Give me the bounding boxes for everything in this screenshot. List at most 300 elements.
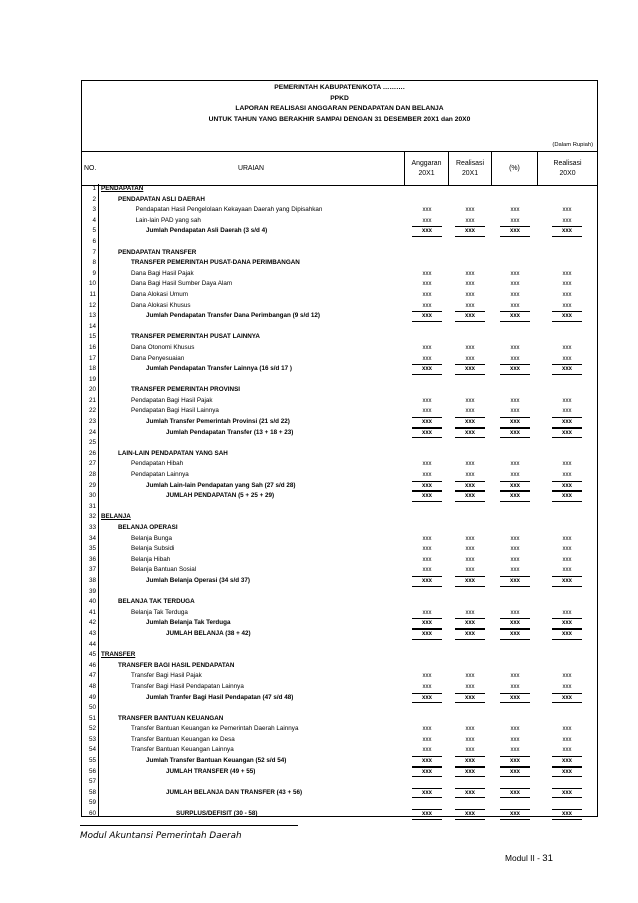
row-number: 6 [92, 237, 96, 245]
value-percent: xxx [510, 281, 520, 288]
row-description: Pendapatan Hibah [131, 460, 184, 468]
row-number: 33 [88, 524, 96, 531]
row-number: 26 [88, 449, 96, 457]
value-percent: xxx [510, 344, 520, 351]
value-anggaran: xxx [422, 472, 432, 479]
column-header-anggaran-year: 20X1 [418, 169, 435, 177]
row-description: Dana Penyesuaian [131, 354, 185, 362]
value-anggaran: xxx [412, 756, 442, 767]
row-description: Jumlah Pendapatan Transfer (13 + 18 + 23) [166, 428, 294, 436]
value-realisasi: xxx [465, 726, 475, 733]
value-percent: xxx [510, 673, 520, 680]
table-row [82, 693, 597, 704]
row-description: TRANSFER BAGI HASIL PENDAPATAN [118, 661, 235, 669]
value-anggaran: xxx [422, 736, 432, 743]
value-realisasi: xxx [465, 397, 475, 404]
row-number: 12 [88, 301, 96, 309]
row-description: PENDAPATAN TRANSFER [118, 248, 197, 256]
row-description: Jumlah Transfer Bantuan Keuangan (52 s/d 54) [146, 757, 287, 765]
value-percent: xxx [500, 417, 530, 428]
value-realisasi: xxx [465, 556, 475, 563]
row-number: 23 [88, 418, 96, 426]
row-number: 49 [88, 693, 96, 701]
table-row [82, 618, 597, 629]
value-percent: xxx [500, 491, 530, 502]
row-description: Dana Bagi Hasil Sumber Daya Alam [131, 280, 233, 288]
footer-rule [80, 825, 298, 826]
table-row [82, 640, 597, 651]
value-anggaran: xxx [422, 556, 432, 563]
value-realisasi-prev: xxx [552, 364, 582, 375]
row-number: 42 [88, 619, 96, 627]
value-percent: xxx [500, 576, 530, 587]
value-realisasi-prev: xxx [562, 270, 572, 277]
value-realisasi: xxx [455, 809, 485, 820]
value-anggaran: xxx [412, 618, 442, 629]
value-anggaran: xxx [422, 683, 432, 690]
row-description: Belanja Tak Terduga [131, 608, 188, 616]
value-anggaran: xxx [422, 747, 432, 754]
row-description: Jumlah Tranfer Bagi Hasil Pendapatan (47 s/d 48) [146, 693, 294, 701]
value-realisasi: xxx [465, 344, 475, 351]
table-row [82, 767, 597, 778]
value-percent: xxx [500, 311, 530, 322]
row-number: 39 [88, 587, 96, 595]
value-realisasi-prev: xxx [562, 397, 572, 404]
report-frame [81, 80, 598, 817]
row-description: TRANSFER [101, 651, 136, 659]
value-realisasi: xxx [465, 736, 475, 743]
table-header [82, 151, 597, 186]
value-percent: xxx [500, 767, 530, 778]
row-description: Belanja Subsidi [131, 545, 175, 553]
value-percent: xxx [510, 747, 520, 754]
value-realisasi: xxx [455, 417, 485, 428]
table-row [82, 502, 597, 513]
value-realisasi: xxx [455, 428, 485, 439]
report-header-government: PEMERINTAH KABUPATEN/KOTA ………. [274, 84, 405, 91]
row-description: Lain-lain PAD yang sah [135, 216, 201, 224]
value-realisasi-prev: xxx [562, 535, 572, 542]
row-description: Transfer Bagi Hasil Pajak [131, 672, 202, 680]
column-header-realisasi [448, 152, 491, 185]
value-percent: xxx [510, 302, 520, 309]
table-row [82, 375, 597, 386]
value-anggaran: xxx [422, 302, 432, 309]
row-number: 7 [92, 248, 96, 256]
value-realisasi-prev: xxx [562, 344, 572, 351]
report-period: UNTUK TAHUN YANG BERAKHIR SAMPAI DENGAN 31 DESEMBER 20X1 dan 20X0 [208, 116, 471, 123]
table-row [82, 322, 597, 333]
value-realisasi: xxx [455, 311, 485, 322]
value-realisasi: xxx [465, 472, 475, 479]
value-percent: xxx [500, 481, 530, 492]
row-number: 25 [88, 439, 96, 447]
row-description: Jumlah Transfer Pemerintah Provinsi (21 s/d 22) [146, 418, 290, 426]
value-realisasi-prev: xxx [562, 302, 572, 309]
value-anggaran: xxx [412, 311, 442, 322]
row-number: 8 [92, 259, 96, 267]
table-row [82, 650, 597, 661]
value-realisasi-prev: xxx [552, 428, 582, 439]
value-realisasi-prev: xxx [562, 408, 572, 415]
value-realisasi: xxx [455, 767, 485, 778]
row-description: Belanja Bunga [131, 534, 172, 542]
value-realisasi: xxx [465, 683, 475, 690]
row-number: 32 [88, 513, 96, 521]
table-row [82, 279, 597, 290]
row-number: 24 [88, 428, 96, 436]
row-number: 15 [88, 333, 96, 341]
value-anggaran: xxx [412, 629, 442, 640]
table-row [82, 301, 597, 312]
table-row [82, 809, 597, 820]
report-title: LAPORAN REALISASI ANGGARAN PENDAPATAN DAN BELANJA [235, 105, 444, 112]
row-number: 3 [92, 206, 96, 214]
row-number: 34 [88, 534, 96, 542]
row-description: TRANSFER PEMERINTAH PROVINSI [131, 386, 241, 394]
value-percent: xxx [510, 535, 520, 542]
value-realisasi: xxx [465, 281, 475, 288]
table-row [82, 290, 597, 301]
value-realisasi-prev: xxx [552, 618, 582, 629]
row-number: 37 [88, 566, 96, 574]
row-description: Pendapatan Lainnya [131, 471, 189, 479]
table-row [82, 481, 597, 492]
value-realisasi-prev: xxx [552, 311, 582, 322]
value-realisasi-prev: xxx [552, 491, 582, 502]
row-description: JUMLAH BELANJA (38 + 42) [166, 629, 251, 637]
table-row [82, 396, 597, 407]
value-percent: xxx [510, 291, 520, 298]
table-row [82, 671, 597, 682]
value-percent: xxx [510, 397, 520, 404]
value-anggaran: xxx [412, 576, 442, 587]
value-anggaran: xxx [412, 788, 442, 799]
value-realisasi-prev: xxx [562, 609, 572, 616]
value-realisasi-prev: xxx [562, 726, 572, 733]
row-description: LAIN-LAIN PENDAPATAN YANG SAH [118, 449, 228, 457]
value-realisasi: xxx [465, 355, 475, 362]
row-number: 31 [88, 502, 96, 510]
value-realisasi-prev: xxx [552, 629, 582, 640]
value-realisasi-prev: xxx [562, 673, 572, 680]
row-description: Jumlah Belanja Operasi (34 s/d 37) [146, 576, 250, 584]
footer-page-prefix: Modul II - [505, 853, 543, 863]
row-description: TRANSFER PEMERINTAH PUSAT-DANA PERIMBANGAN [131, 259, 300, 267]
value-realisasi: xxx [455, 618, 485, 629]
column-header-realisasi-prev-year: 20X0 [559, 169, 576, 177]
column-header-realisasi-prev-label: Realisasi [553, 159, 582, 167]
value-percent: xxx [510, 270, 520, 277]
value-realisasi: xxx [465, 567, 475, 574]
value-realisasi-prev: xxx [552, 417, 582, 428]
value-percent: xxx [500, 809, 530, 820]
column-header-anggaran-label: Anggaran [411, 159, 442, 167]
value-percent: xxx [500, 629, 530, 640]
row-number: 46 [88, 661, 96, 669]
table-row [82, 449, 597, 460]
row-description: TRANSFER PEMERINTAH PUSAT LAINNYA [131, 333, 260, 341]
row-description: Pendapatan Bagi Hasil Pajak [131, 396, 213, 404]
table-row [82, 576, 597, 587]
row-number: 58 [88, 788, 96, 796]
column-header-realisasi-prev [537, 152, 597, 185]
value-realisasi-prev: xxx [562, 217, 572, 224]
value-realisasi-prev: xxx [562, 355, 572, 362]
table-row [82, 216, 597, 227]
value-realisasi: xxx [465, 461, 475, 468]
value-realisasi-prev: xxx [552, 693, 582, 704]
table-row [82, 608, 597, 619]
row-number: 22 [88, 407, 96, 415]
row-description: Jumlah Belanja Tak Terduga [146, 619, 231, 627]
value-realisasi: xxx [465, 291, 475, 298]
value-percent: xxx [510, 567, 520, 574]
value-percent: xxx [500, 364, 530, 375]
row-number: 18 [88, 365, 96, 373]
value-realisasi: xxx [465, 270, 475, 277]
value-realisasi: xxx [465, 408, 475, 415]
table-row [82, 258, 597, 269]
row-description: BELANJA [101, 513, 131, 521]
value-percent: xxx [510, 461, 520, 468]
table-row [82, 703, 597, 714]
column-header-percent: (%) [491, 152, 537, 185]
table-row [82, 364, 597, 375]
value-realisasi-prev: xxx [552, 788, 582, 799]
value-realisasi-prev: xxx [562, 472, 572, 479]
row-number: 51 [88, 714, 96, 722]
row-number: 59 [88, 799, 96, 807]
value-percent: xxx [510, 546, 520, 553]
value-anggaran: xxx [412, 417, 442, 428]
table-row [82, 682, 597, 693]
value-anggaran: xxx [422, 567, 432, 574]
row-number: 38 [88, 576, 96, 584]
value-realisasi: xxx [455, 491, 485, 502]
value-realisasi-prev: xxx [562, 281, 572, 288]
row-number: 45 [88, 651, 96, 659]
row-number: 16 [88, 343, 96, 351]
value-anggaran: xxx [422, 291, 432, 298]
value-percent: xxx [500, 226, 530, 237]
value-percent: xxx [500, 756, 530, 767]
row-description: TRANSFER BANTUAN KEUANGAN [118, 714, 224, 722]
table-row [82, 523, 597, 534]
value-realisasi: xxx [465, 217, 475, 224]
table-row [82, 205, 597, 216]
row-number: 19 [88, 375, 96, 383]
row-number: 48 [88, 682, 96, 690]
column-header-uraian: URAIAN [237, 164, 265, 172]
table-row [82, 724, 597, 735]
value-realisasi-prev: xxx [552, 481, 582, 492]
value-realisasi: xxx [465, 673, 475, 680]
value-anggaran: xxx [422, 281, 432, 288]
row-description: Jumlah Pendapatan Transfer Lainnya (16 s/d 17 ) [146, 365, 292, 373]
value-realisasi-prev: xxx [552, 809, 582, 820]
row-number: 20 [88, 386, 96, 394]
table-row [82, 491, 597, 502]
row-description: Belanja Hibah [131, 555, 171, 563]
table-row [82, 184, 597, 195]
row-description: Transfer Bantuan Keuangan ke Pemerintah Daerah Lainnya [131, 725, 299, 733]
value-anggaran: xxx [412, 428, 442, 439]
value-percent: xxx [510, 556, 520, 563]
table-row [82, 798, 597, 809]
value-anggaran: xxx [422, 207, 432, 214]
value-realisasi: xxx [465, 747, 475, 754]
row-description: BELANJA TAK TERDUGA [118, 598, 195, 606]
row-description: Transfer Bantuan Keuangan ke Desa [131, 735, 235, 743]
row-description: JUMLAH TRANSFER (49 + 55) [166, 767, 256, 775]
value-realisasi-prev: xxx [552, 226, 582, 237]
value-realisasi-prev: xxx [562, 291, 572, 298]
row-description: Dana Bagi Hasil Pajak [131, 269, 194, 277]
value-anggaran: xxx [422, 270, 432, 277]
table-row [82, 417, 597, 428]
table-row [82, 354, 597, 365]
value-anggaran: xxx [412, 767, 442, 778]
table-row [82, 226, 597, 237]
value-percent: xxx [510, 408, 520, 415]
value-percent: xxx [510, 736, 520, 743]
table-row [82, 512, 597, 523]
row-number: 43 [88, 629, 96, 637]
value-realisasi: xxx [455, 693, 485, 704]
value-realisasi: xxx [455, 629, 485, 640]
value-anggaran: xxx [422, 546, 432, 553]
column-header-realisasi-label: Realisasi [456, 159, 484, 167]
row-number: 47 [88, 672, 96, 680]
table-row [82, 745, 597, 756]
table-row [82, 406, 597, 417]
value-realisasi: xxx [465, 302, 475, 309]
row-number: 40 [88, 598, 96, 606]
row-description: Jumlah Pendapatan Transfer Dana Perimbangan (9 s/d 12) [146, 312, 320, 320]
currency-unit-note: (Dalam Rupiah) [552, 142, 593, 148]
value-anggaran: xxx [412, 364, 442, 375]
value-percent: xxx [510, 609, 520, 616]
table-row [82, 544, 597, 555]
table-row [82, 459, 597, 470]
value-realisasi: xxx [455, 364, 485, 375]
value-realisasi: xxx [465, 207, 475, 214]
table-row [82, 438, 597, 449]
column-header-realisasi-year: 20X1 [461, 169, 479, 177]
table-row [82, 311, 597, 322]
row-description: Jumlah Lain-lain Pendapatan yang Sah (27 s/d 28) [146, 481, 296, 489]
table-row [82, 237, 597, 248]
table-row [82, 385, 597, 396]
value-anggaran: xxx [422, 397, 432, 404]
row-description: Jumlah Pendapatan Asli Daerah (3 s/d 4) [146, 227, 268, 235]
table-row [82, 597, 597, 608]
column-header-anggaran [404, 152, 448, 185]
value-percent: xxx [510, 355, 520, 362]
value-anggaran: xxx [412, 481, 442, 492]
row-number: 28 [88, 471, 96, 479]
table-row [82, 428, 597, 439]
value-percent: xxx [510, 472, 520, 479]
row-number: 44 [88, 640, 96, 648]
row-description: Transfer Bagi Hasil Pendapatan Lainnya [131, 682, 244, 690]
value-percent: xxx [510, 217, 520, 224]
table-row [82, 565, 597, 576]
table-row [82, 269, 597, 280]
table-row [82, 777, 597, 788]
report-header-ppkd: PPKD [330, 95, 349, 102]
table-row [82, 248, 597, 259]
value-realisasi-prev: xxx [552, 767, 582, 778]
value-anggaran: xxx [422, 609, 432, 616]
row-description: Pendapatan Hasil Pengelolaan Kekayaan Daerah yang Dipisahkan [135, 206, 323, 214]
row-description: Dana Otonomi Khusus [131, 343, 195, 351]
row-number: 60 [88, 810, 96, 818]
value-percent: xxx [510, 683, 520, 690]
row-number: 2 [92, 195, 96, 203]
value-realisasi-prev: xxx [562, 567, 572, 574]
value-percent: xxx [500, 788, 530, 799]
table-row [82, 735, 597, 746]
row-number: 30 [88, 492, 96, 500]
value-anggaran: xxx [412, 809, 442, 820]
value-anggaran: xxx [422, 726, 432, 733]
value-realisasi: xxx [455, 576, 485, 587]
footer-module-title: Modul Akuntansi Pemerintah Daerah [80, 831, 242, 841]
value-percent: xxx [510, 726, 520, 733]
value-realisasi: xxx [455, 756, 485, 767]
footer-page [505, 853, 553, 864]
table-row [82, 587, 597, 598]
row-number: 4 [92, 216, 96, 224]
value-percent: xxx [500, 693, 530, 704]
row-number: 56 [88, 767, 96, 775]
row-number: 29 [88, 481, 96, 489]
row-number: 52 [88, 725, 96, 733]
row-description: BELANJA OPERASI [118, 524, 178, 531]
row-number: 53 [88, 735, 96, 743]
value-realisasi-prev: xxx [562, 207, 572, 214]
table-row [82, 332, 597, 343]
row-description: Pendapatan Bagi Hasil Lainnya [131, 407, 219, 415]
value-realisasi: xxx [465, 535, 475, 542]
value-anggaran: xxx [422, 408, 432, 415]
row-description: Dana Alokasi Umum [131, 290, 189, 298]
table-row [82, 470, 597, 481]
row-description: PENDAPATAN ASLI DAERAH [118, 195, 205, 203]
row-number: 55 [88, 757, 96, 765]
value-realisasi: xxx [455, 481, 485, 492]
value-realisasi-prev: xxx [552, 576, 582, 587]
value-anggaran: xxx [422, 461, 432, 468]
row-number: 9 [92, 269, 96, 277]
value-percent: xxx [500, 428, 530, 439]
value-percent: xxx [510, 207, 520, 214]
row-description: SURPLUS/DEFISIT (30 - 58) [176, 810, 258, 818]
row-description: PENDAPATAN [101, 185, 144, 192]
value-realisasi-prev: xxx [562, 546, 572, 553]
value-realisasi-prev: xxx [552, 756, 582, 767]
table-row [82, 714, 597, 725]
value-anggaran: xxx [422, 355, 432, 362]
row-number: 27 [88, 460, 96, 468]
value-realisasi: xxx [455, 788, 485, 799]
table-row [82, 195, 597, 206]
table-row [82, 629, 597, 640]
value-anggaran: xxx [422, 673, 432, 680]
